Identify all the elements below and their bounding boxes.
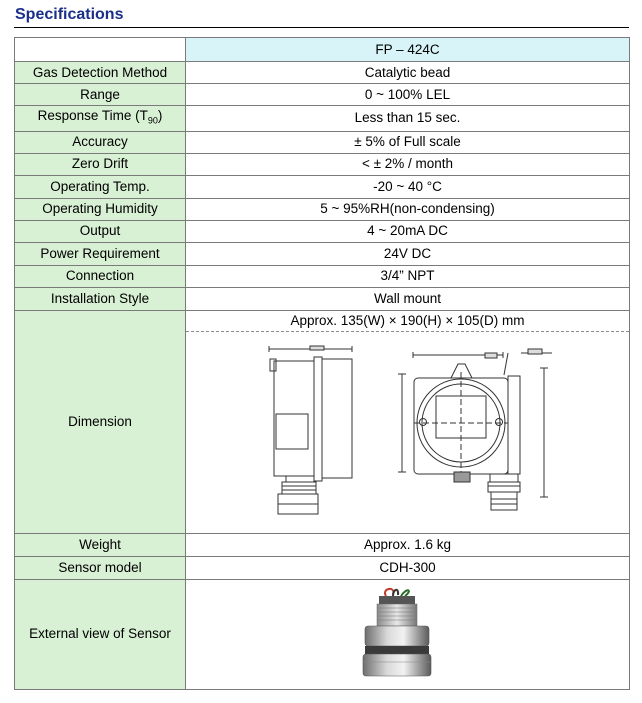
row-value: CDH-300	[186, 556, 630, 579]
sensor-photo	[186, 580, 629, 688]
table-row	[15, 556, 630, 579]
dimension-cell	[186, 310, 630, 533]
row-label: Output	[15, 220, 186, 242]
response-label-text: Response Time (T	[37, 108, 148, 123]
row-value: Less than 15 sec.	[186, 106, 630, 132]
row-label: Accuracy	[15, 131, 186, 153]
row-label: Connection	[15, 265, 186, 287]
title-divider	[14, 27, 629, 28]
row-value: ± 5% of Full scale	[186, 131, 630, 153]
row-value: Approx. 1.6 kg	[186, 533, 630, 556]
row-label: Operating Temp.	[15, 175, 186, 198]
row-label: Range	[15, 84, 186, 106]
row-label: Gas Detection Method	[15, 62, 186, 84]
row-label: Operating Humidity	[15, 198, 186, 220]
table-row	[15, 242, 630, 265]
row-label: Dimension	[15, 310, 186, 533]
table-row-dimension	[15, 310, 630, 533]
table-row	[15, 175, 630, 198]
table-row	[15, 198, 630, 220]
dimension-drawing-graphic	[186, 332, 630, 533]
table-row	[15, 84, 630, 106]
row-label: External view of Sensor	[15, 579, 186, 689]
row-label: Power Requirement	[15, 242, 186, 265]
row-label: Sensor model	[15, 556, 186, 579]
table-row	[15, 287, 630, 310]
table-row	[15, 265, 630, 287]
section-title: Specifications	[15, 6, 124, 23]
row-label: Installation Style	[15, 287, 186, 310]
row-label: Zero Drift	[15, 153, 186, 175]
sensor-image	[341, 584, 451, 684]
row-value: Catalytic bead	[186, 62, 630, 84]
dimension-drawing	[186, 332, 629, 533]
response-label-suffix: )	[157, 108, 163, 123]
row-value: < ± 2% / month	[186, 153, 630, 175]
table-row-external-view	[15, 579, 630, 689]
row-value: Wall mount	[186, 287, 630, 310]
table-row	[15, 533, 630, 556]
row-value: 3/4” NPT	[186, 265, 630, 287]
external-view-cell	[186, 579, 630, 689]
response-label-subscript: 90	[147, 115, 158, 126]
table-row	[15, 106, 630, 132]
row-label: Weight	[15, 533, 186, 556]
row-value: -20 ~ 40 °C	[186, 175, 630, 198]
row-value: 4 ~ 20mA DC	[186, 220, 630, 242]
header-blank-cell	[15, 38, 186, 62]
table-row	[15, 131, 630, 153]
table-row	[15, 62, 630, 84]
table-row-header	[15, 38, 630, 62]
table-row	[15, 153, 630, 175]
row-value: Approx. 135(W) × 190(H) × 105(D) mm	[186, 311, 629, 332]
model-header: FP – 424C	[186, 38, 630, 62]
specifications-table	[14, 37, 630, 690]
row-value: 0 ~ 100% LEL	[186, 84, 630, 106]
row-value: 24V DC	[186, 242, 630, 265]
row-value: 5 ~ 95%RH(non-condensing)	[186, 198, 630, 220]
table-row	[15, 220, 630, 242]
row-label-response-time	[15, 106, 186, 132]
